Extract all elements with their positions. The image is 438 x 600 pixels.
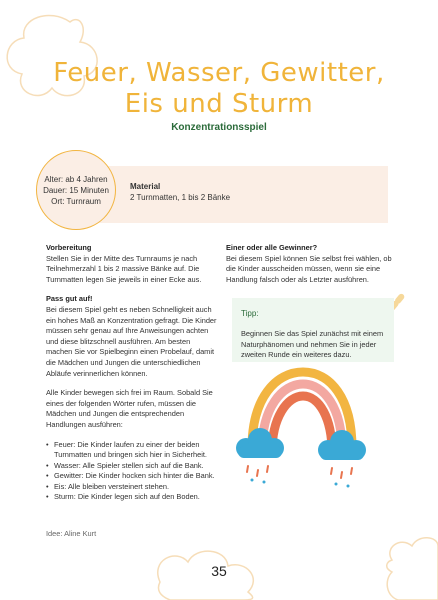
material-text: 2 Turnmatten, 1 bis 2 Bänke [130,193,231,202]
list-item: • Eis: Alle bleiben versteinert stehen. [46,482,218,493]
list-item: • Feuer: Die Kinder laufen zu einer der beiden Turnmatten und bringen sich hier in Sicherheit. [46,440,218,461]
page-subtitle: Konzentrationsspiel [171,122,267,133]
attention-text: Bei diesem Spiel geht es neben Schnelligkeit auch ein hohes Maß an Konzentration gefragt. Die Kinder müssen sehr genau auf Ihre Anweisungen achten und diese blitzschnell ausführen. Am besten machen Sie vor Spielbeginn einen Probelauf, damit die Mädchen und Jungen die unterschiedlichen Abläufe verinnerlichen können. [46,304,217,378]
list-item: • Sturm: Die Kinder legen sich auf den Boden. [46,492,218,503]
page-title [0,58,438,120]
title-line-1: Feuer, Wasser, Gewitter, [53,58,385,88]
material-section [130,181,230,203]
list-item: • Wasser: Alle Spieler stellen sich auf die Bank. [46,461,218,472]
info-circle [36,150,116,230]
tip-text: Beginnen Sie das Spiel zunächst mit einem Naturphänomen und nehmen Sie in jeder zweiten Runde ein weiteres dazu. [241,329,384,360]
move-text: Alle Kinder bewegen sich frei im Raum. Sobald Sie eines der folgenden Wörter rufen, müssen die Mädchen und Jungen die entsprechenden Handlungen ausführen: [46,388,213,429]
rules-list [46,440,218,504]
page-number: 35 [211,563,227,579]
prep-heading: Vorbereitung [46,243,92,252]
raindrop-icon [247,466,352,478]
winner-heading: Einer oder alle Gewinner? [226,243,318,252]
place-label: Ort: Turnraum [51,196,101,206]
list-item: • Gewitter: Die Kinder hocken sich hinter die Bank. [46,471,218,482]
winner-text: Bei diesem Spiel können Sie selbst frei wählen, ob die Kinder ausscheiden müssen, wenn sie eine Handlung falsch oder als Letzter ausführen. [226,253,392,284]
duration-label: Dauer: 15 Minuten [43,185,109,195]
tip-label: Tipp: [241,309,259,318]
prep-text: Stellen Sie in der Mitte des Turnraums je nach Teilnehmerzahl 1 bis 2 massive Bänke auf. Die Turnmatten legen Sie jeweils in einer Ecke aus. [46,253,202,284]
cloud-icon [318,430,366,460]
age-label: Alter: ab 4 Jahren [44,174,108,184]
attention-heading: Pass gut auf! [46,294,93,304]
idea-credit: Idee: Aline Kurt [46,529,97,538]
raindrop-icon [251,479,350,488]
left-column [46,243,218,503]
title-line-2: Eis und Sturm [124,89,314,119]
material-heading: Material [130,182,161,191]
right-column [226,243,398,294]
